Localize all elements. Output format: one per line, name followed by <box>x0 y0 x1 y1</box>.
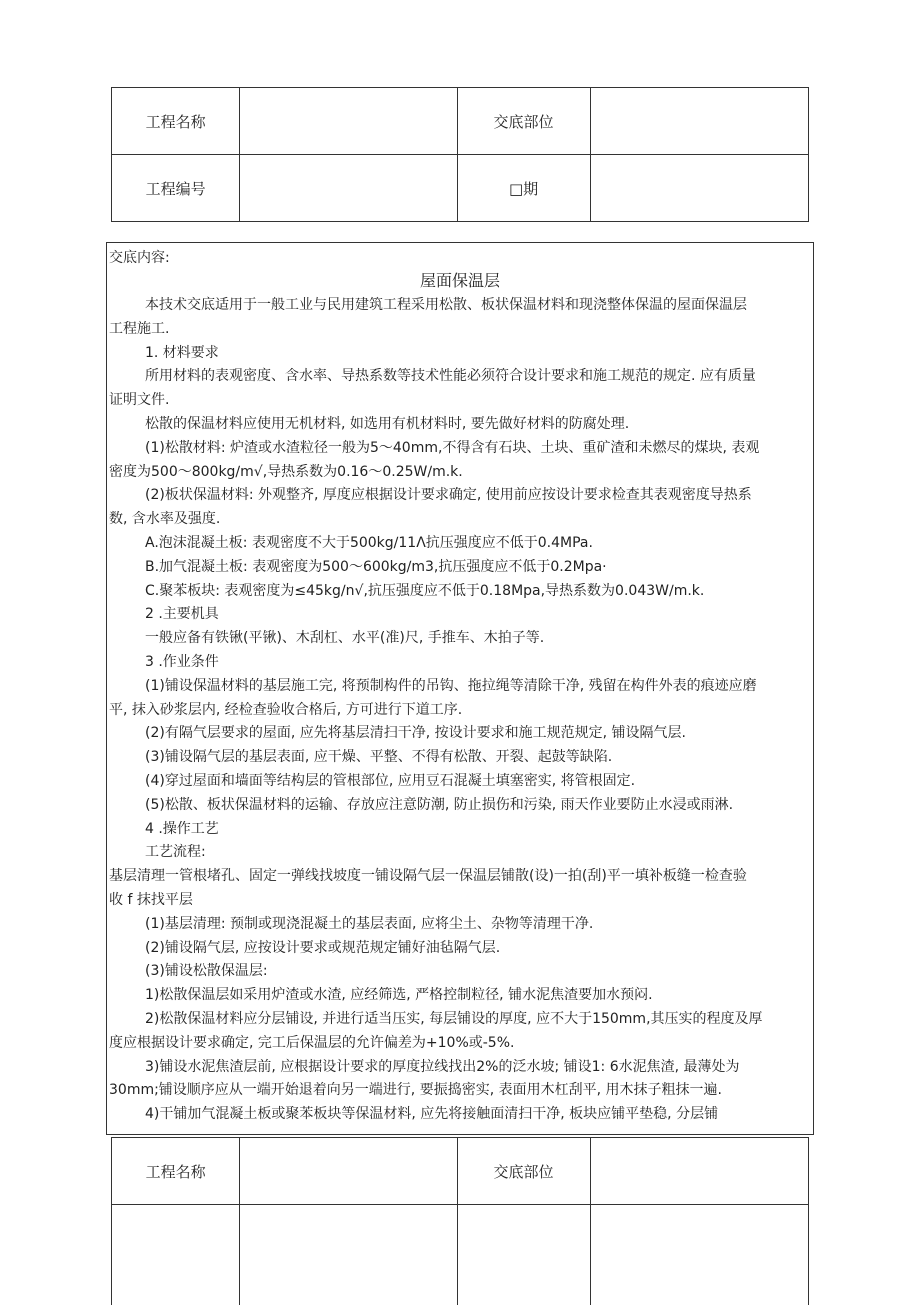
content-line: (3)铺设松散保温层: <box>145 962 807 980</box>
content-line: C.聚苯板块: 表观密度为≤45kg∕n√,抗压强度应不低于0.18Mpa,导热系数为0.043W∕m.k. <box>145 582 807 600</box>
content-line: 松散的保温材料应使用无机材料, 如选用有机材料时, 要先做好材料的防腐处理. <box>145 415 807 433</box>
project-name-label: 工程名称 <box>112 88 240 155</box>
handover-part-value-2[interactable] <box>590 1138 808 1205</box>
content-line: 4)干铺加气混凝土板或聚苯板块等保温材料, 应先将接触面清扫干净, 板块应铺平垫稳, 分层铺 <box>145 1105 807 1123</box>
content-line: 平, 抹入砂浆层内, 经检查验收合格后, 方可进行下道工序. <box>109 701 807 719</box>
content-line: 数, 含水率及强度. <box>109 510 807 528</box>
document-title: 屋面保温层 <box>107 272 813 290</box>
content-line: 4 .操作工艺 <box>145 820 807 838</box>
handover-part-label-2: 交底部位 <box>457 1138 590 1205</box>
content-line: 密度为500～800kg∕m√,导热系数为0.16～0.25W∕m.k. <box>109 463 807 481</box>
content-line: 所用材料的表观密度、含水率、导热系数等技术性能必须符合设计要求和施工规范的规定. 应有质量 <box>145 367 807 385</box>
header-table-top <box>111 87 809 222</box>
empty-cell <box>240 1205 457 1305</box>
content-line: (1)松散材料: 炉渣或水渣粒径一般为5～40mm,不得含有石块、土块、重矿渣和未燃尽的煤块, 表观 <box>145 439 807 457</box>
empty-cell <box>112 1205 240 1305</box>
content-line: 30mm;铺设顺序应从一端开始退着向另一端进行, 要振捣密实, 表面用木杠刮平, 用木抹子粗抹一遍. <box>109 1081 807 1099</box>
content-line: 1. 材料要求 <box>145 344 807 362</box>
project-number-label: 工程编号 <box>112 155 240 222</box>
content-line: 一般应备有铁锹(平锹)、木刮杠、水平(准)尺, 手推车、木拍子等. <box>145 629 807 647</box>
content-line: (2)有隔气层要求的屋面, 应先将基层清扫干净, 按设计要求和施工规范规定, 铺设隔气层. <box>145 724 807 742</box>
content-line: 2 .主要机具 <box>145 605 807 623</box>
project-name-value[interactable] <box>240 88 457 155</box>
date-label: □期 <box>457 155 590 222</box>
empty-cell <box>457 1205 590 1305</box>
handover-part-value[interactable] <box>590 88 808 155</box>
header-table-bottom <box>111 1137 809 1305</box>
section-label: 交底内容: <box>109 249 807 267</box>
empty-cell <box>590 1205 808 1305</box>
content-line: 度应根据设计要求确定, 完工后保温层的允许偏差为+10%或-5%. <box>109 1034 807 1052</box>
content-line: 3 .作业条件 <box>145 653 807 671</box>
content-line: (1)铺设保温材料的基层施工完, 将预制构件的吊钩、拖拉绳等清除干净, 残留在构件外表的痕迹应磨 <box>145 677 807 695</box>
content-line: 3)铺设水泥焦渣层前, 应根据设计要求的厚度拉线找出2%的泛水坡; 铺设1: 6水泥焦渣, 最薄处为 <box>145 1058 807 1076</box>
content-line: (5)松散、板状保温材料的运输、存放应注意防潮, 防止损伤和污染, 雨天作业要防止水浸或雨淋. <box>145 796 807 814</box>
content-line: (2)铺设隔气层, 应按设计要求或规范规定铺好油毡隔气层. <box>145 939 807 957</box>
content-line: 1)松散保温层如采用炉渣或水渣, 应经筛选, 严格控制粒径, 铺水泥焦渣要加水预闷. <box>145 986 807 1004</box>
content-line: 工艺流程: <box>145 843 807 861</box>
content-line: 2)松散保温材料应分层铺设, 并进行适当压实, 每层铺设的厚度, 应不大于150mm,其压实的程度及厚 <box>145 1010 807 1028</box>
content-line: (1)基层清理: 预制或现浇混凝土的基层表面, 应将尘土、杂物等清理干净. <box>145 915 807 933</box>
content-line: (2)板状保温材料: 外观整齐, 厚度应根据设计要求确定, 使用前应按设计要求检查其表观密度导热系 <box>145 486 807 504</box>
project-name-label-2: 工程名称 <box>112 1138 240 1205</box>
content-line: A.泡沫混凝土板: 表观密度不大于500kg∕11Λ抗压强度应不低于0.4MPa. <box>145 534 807 552</box>
handover-content-box <box>106 242 814 1135</box>
content-line: (3)铺设隔气层的基层表面, 应干燥、平整、不得有松散、开裂、起鼓等缺陷. <box>145 748 807 766</box>
project-name-value-2[interactable] <box>240 1138 457 1205</box>
content-line: 工程施工. <box>109 320 807 338</box>
content-line: B.加气混凝土板: 表观密度为500～600kg∕m3,抗压强度应不低于0.2Mpa· <box>145 558 807 576</box>
content-line: (4)穿过屋面和墙面等结构层的管根部位, 应用豆石混凝土填塞密实, 将管根固定. <box>145 772 807 790</box>
project-number-value[interactable] <box>240 155 457 222</box>
content-line: 证明文件. <box>109 391 807 409</box>
handover-part-label: 交底部位 <box>457 88 590 155</box>
content-line: 本技术交底适用于一般工业与民用建筑工程采用松散、板状保温材料和现浇整体保温的屋面保温层 <box>145 296 807 314</box>
content-line: 收 f 抹找平层 <box>109 891 807 909</box>
date-value[interactable] <box>590 155 808 222</box>
content-line: 基层清理一管根堵孔、固定一弹线找坡度一铺设隔气层一保温层铺散(设)一拍(刮)平一填补板缝一检查验 <box>109 867 807 885</box>
